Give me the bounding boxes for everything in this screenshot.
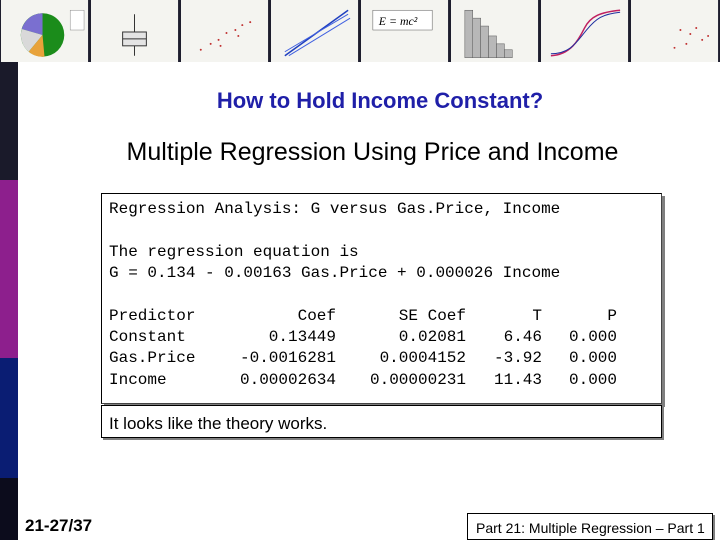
- scatter-plot-icon: [181, 0, 268, 62]
- cell-predictor: Income: [109, 371, 167, 389]
- output-header: Regression Analysis: G versus Gas.Price, Income: [109, 200, 561, 218]
- thumbnail-banner: [0, 0, 720, 62]
- col-header-predictor: Predictor: [109, 307, 196, 325]
- conclusion-box: [101, 405, 662, 438]
- boxplot-thumb: [91, 0, 179, 62]
- cell-predictor: Gas.Price: [109, 349, 196, 367]
- slide-number: 21-27/37: [25, 516, 93, 535]
- slide-title: How to Hold Income Constant?: [216, 88, 544, 113]
- cell-coef: 0.13449: [268, 328, 336, 346]
- scatter-plot-icon: [631, 0, 718, 62]
- equation-icon: [361, 0, 448, 62]
- pie-chart-thumb: [1, 0, 89, 62]
- cell-coef: -0.0016281: [239, 349, 336, 367]
- col-header-p: P: [607, 307, 617, 325]
- cell-t: 11.43: [493, 371, 542, 389]
- footer-caption: Part 21: Multiple Regression – Part 1: [476, 520, 705, 536]
- strip-segment-blue: [0, 358, 18, 478]
- pie-chart-icon: [1, 0, 88, 62]
- cell-coef: 0.00002634: [239, 371, 336, 389]
- cdf-thumb: [541, 0, 629, 62]
- col-header-se-coef: SE Coef: [398, 307, 466, 325]
- strip-segment-black: [0, 478, 18, 540]
- histogram-thumb: [451, 0, 539, 62]
- left-color-strip: [0, 62, 18, 540]
- conclusion-text: It looks like the theory works.: [109, 414, 328, 433]
- cell-t: -3.92: [493, 349, 542, 367]
- cell-se-coef: 0.0004152: [379, 349, 466, 367]
- line-fit-thumb: [271, 0, 359, 62]
- col-header-coef: Coef: [297, 307, 336, 325]
- regression-equation: G = 0.134 - 0.00163 Gas.Price + 0.000026 Income: [109, 264, 561, 282]
- scatter-thumb-2: [631, 0, 719, 62]
- cell-se-coef: 0.00000231: [369, 371, 466, 389]
- equation-text: E = mc²: [378, 14, 418, 29]
- col-header-t: T: [532, 307, 542, 325]
- cell-p: 0.000: [568, 371, 617, 389]
- slide-subtitle: Multiple Regression Using Price and Income: [126, 138, 619, 166]
- strip-segment-purple: [0, 180, 18, 358]
- boxplot-icon: [91, 0, 178, 62]
- line-fit-icon: [271, 0, 358, 62]
- cell-predictor: Constant: [109, 328, 186, 346]
- cell-p: 0.000: [568, 328, 617, 346]
- histogram-icon: [451, 0, 538, 62]
- cell-p: 0.000: [568, 349, 617, 367]
- cell-t: 6.46: [503, 328, 542, 346]
- regression-output-box: [101, 193, 662, 404]
- cell-se-coef: 0.02081: [398, 328, 466, 346]
- cdf-curve-icon: [541, 0, 628, 62]
- equation-label: The regression equation is: [109, 243, 359, 261]
- equation-thumb: [361, 0, 449, 62]
- scatter-thumb: [181, 0, 269, 62]
- footer-caption-box: [467, 513, 713, 540]
